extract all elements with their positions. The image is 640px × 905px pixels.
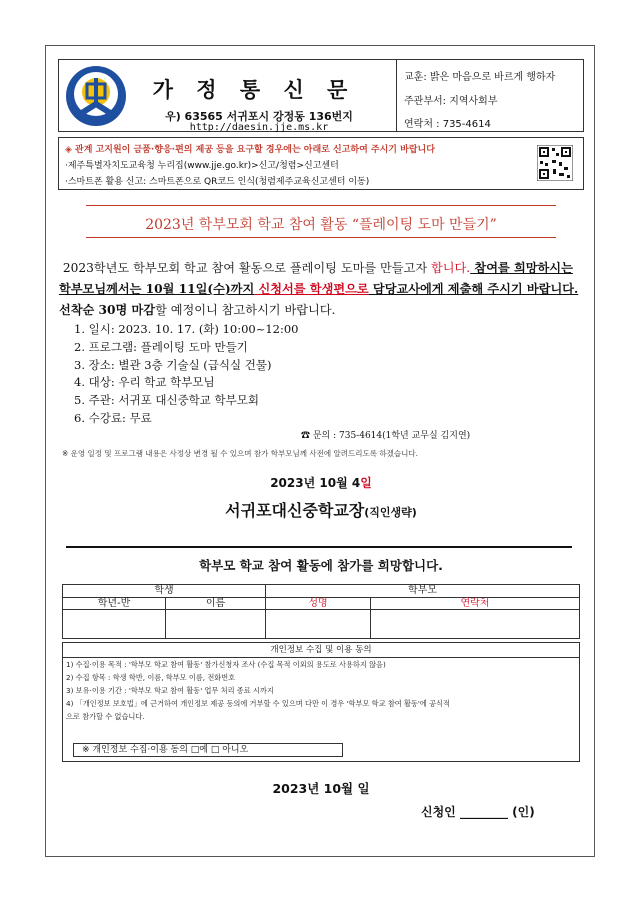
event-title: 2023년 학부모회 학교 참여 활동 “플레이팅 도마 만들기” (145, 217, 497, 233)
p-part-7: 할 예정이니 참고하시기 바랍니다. (155, 303, 336, 317)
student-header: 학생 (154, 585, 174, 596)
applicant-signature[interactable]: 신청인 ________ (인) (421, 805, 535, 819)
p-part-5: 담당교사에게 제출해 주시기 바랍니다. (368, 282, 579, 296)
notice-line-2: ·제주특별자치도교육청 누리집(www.jje.go.kr)>신고/청렴>신고센터 (65, 161, 339, 171)
intro-paragraph (59, 258, 584, 321)
detail-item: 5. 주관: 서귀포 대신중학교 학부모회 (74, 393, 259, 408)
detail-item: 2. 프로그램: 플레이팅 도마 만들기 (74, 339, 248, 354)
letter-title: 가 정 통 신 문 (152, 78, 356, 102)
consent-item: 2) 수집 항목 : 학생 학반, 이름, 학부모 이름, 전화번호 (66, 673, 236, 682)
issue-date-main: 2023년 10월 4 (270, 476, 361, 490)
title-rule-top (86, 205, 556, 206)
p-part-2: 합니다. (430, 261, 471, 275)
p-part-3: 참여를 희망하시는 학부모님께서는 10월 11일(수)까지 (59, 261, 573, 296)
detail-item: 6. 수강료: 무료 (74, 410, 152, 425)
parent-name-input[interactable] (265, 609, 370, 638)
grade-class-header: 학년-반 (63, 597, 165, 609)
letter-header (58, 59, 584, 132)
notice-line-1: ◈ 관계 고지원이 금품·향응·편의 제공 등을 요구할 경우에는 아래로 신고하여 주시기 바랍니다 (65, 145, 435, 155)
schedule-note: ※ 운영 일정 및 프로그램 내용은 사정상 변경 될 수 있으며 참가 학부모님께 사전에 알려드리도록 하겠습니다. (62, 449, 418, 458)
contact-number: 연락처 : 735-4614 (404, 119, 491, 130)
consent-item: 3) 보유·이용 기간 : '학부모 학교 참여 활동' 업무 처리 종료 시까지 (66, 686, 274, 695)
notice-line-3: ·스마트폰 활용 신고: 스마트폰으로 QR코드 인식(청렴제주교육신고센터 이동) (65, 177, 370, 187)
school-url[interactable]: http://daesin.jje.ms.kr (189, 122, 329, 133)
notice-page (45, 45, 595, 857)
application-title: 학부모 학교 참여 활동에 참가를 희망합니다. (199, 558, 443, 573)
parent-header: 학부모 (265, 585, 579, 597)
school-address: 우) 63565 서귀포시 강정동 136번지 (165, 110, 353, 123)
consent-item: 1) 수집·이용 목적 : '학부모 학교 참여 활동' 참가신청자 조사 (수집 목적 이외의 용도로 사용하지 않음) (66, 660, 386, 669)
student-name-header: 이름 (165, 597, 265, 609)
p-part-1: 2023학년도 학부모회 학교 참여 활동으로 플레이팅 도마를 만들고자 (62, 261, 431, 275)
detail-item: 4. 대상: 우리 학교 학부모님 (74, 375, 215, 390)
consent-item: 으로 참가할 수 없습니다. (66, 712, 145, 721)
event-details (74, 321, 299, 428)
student-name-input[interactable] (165, 609, 265, 638)
parent-contact-header: 연락처 (370, 597, 579, 609)
application-table (62, 584, 580, 639)
seal-omitted-note: (직인생략) (364, 506, 417, 519)
cut-line (66, 546, 572, 548)
qr-code-icon[interactable] (537, 145, 573, 181)
parent-name-header: 성명 (265, 597, 370, 609)
detail-item: 3. 장소: 별관 3층 기술실 (급식실 건물) (74, 357, 272, 372)
issue-date-day: 일 (360, 476, 372, 490)
consent-item: 4) 「개인정보 보호법」에 근거하여 개인정보 제공 동의에 거부할 수 있으며 다만 이 경우 '학부모 학교 참여 활동'에 공식적 (66, 699, 450, 708)
grade-class-input[interactable] (63, 609, 165, 638)
issue-date (46, 474, 596, 491)
principal-signature (46, 498, 596, 521)
parent-contact-input[interactable] (370, 609, 579, 638)
header-divider (396, 60, 397, 131)
application-date: 2023년 10월 일 (272, 781, 370, 796)
title-rule-bottom (86, 237, 556, 238)
consent-title: 개인정보 수집 및 이용 동의 (63, 643, 579, 658)
p-part-4: 신청서를 학생편으로 (254, 282, 369, 296)
privacy-consent (62, 642, 580, 762)
consent-checkbox-line[interactable]: ※ 개인정보 수집·이용 동의 □예 □ 아니오 (73, 743, 343, 757)
school-emblem-icon (65, 64, 127, 128)
p-part-6: 선착순 30명 마감 (59, 303, 156, 317)
department: 주관부서: 지역사회부 (404, 96, 498, 107)
school-motto: 교훈: 밝은 마음으로 바르게 행하자 (404, 72, 556, 83)
inquiry-contact: ☎ 문의 : 735-4614(1학년 교무실 김지연) (301, 431, 471, 441)
detail-item: 1. 일시: 2023. 10. 17. (화) 10:00~12:00 (74, 322, 299, 336)
integrity-notice (58, 137, 584, 190)
principal-name: 서귀포대신중학교장 (225, 501, 365, 520)
